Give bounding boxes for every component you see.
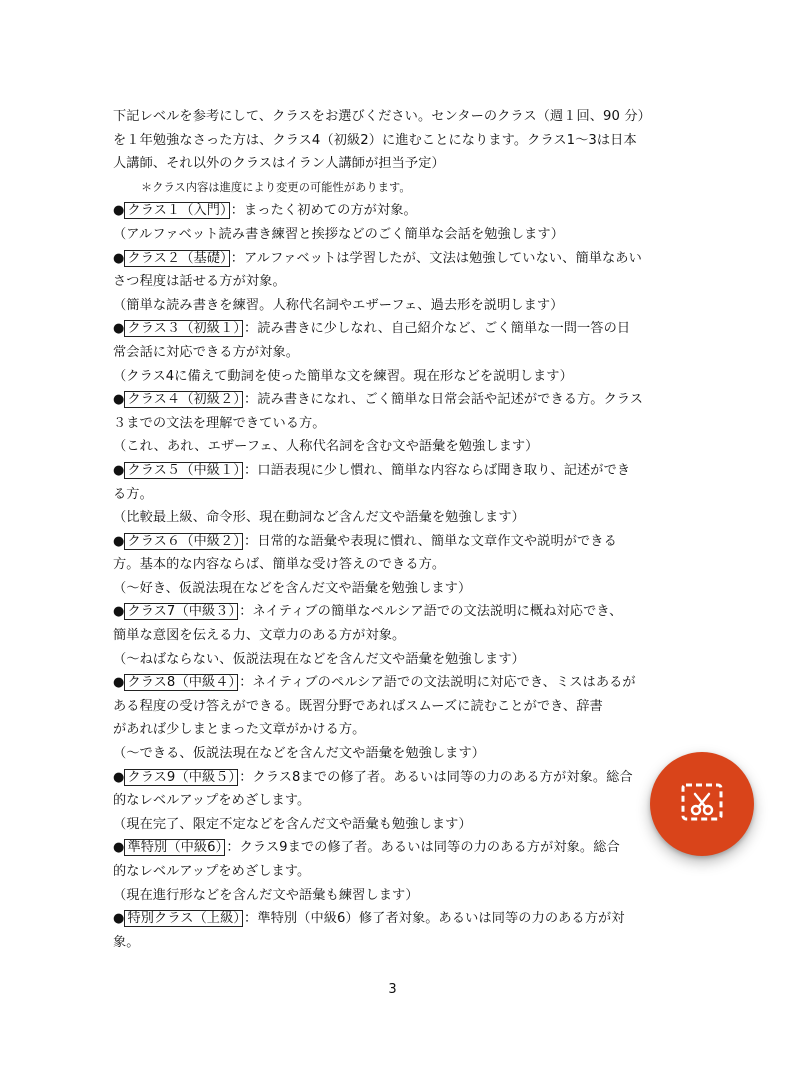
class-detail: （クラス4に備えて動詞を使った簡単な文を練習。現在形などを説明します） xyxy=(113,368,573,384)
class-name: クラス7（中級３） xyxy=(124,603,238,620)
class-detail: （現在完了、限定不定などを含んだ文や語彙も勉強します） xyxy=(113,816,472,832)
class-name: クラス１（入門） xyxy=(124,202,229,219)
class-description-continued: 方。基本的な内容ならば、簡単な受け答えのできる方。 xyxy=(113,557,446,573)
class-detail: （簡単な読み書きを練習。人称代名詞やエザーフェ、過去形を説明します） xyxy=(113,297,564,313)
document-body xyxy=(113,105,673,954)
bullet-icon: ● xyxy=(113,250,125,266)
class-description: ：読み書きに少しなれ、自己紹介など、ごく簡単な一問一答の日 xyxy=(244,321,631,337)
intro-line-3: 人講師、それ以外のクラスはイラン人講師が担当予定） xyxy=(113,156,445,172)
class-detail: （比較最上級、命令形、現在動詞など含んだ文や語彙を勉強します） xyxy=(113,510,525,526)
intro-line-1: 下記レベルを参考にして、クラスをお選びください。センターのクラス（週１回、90 分） xyxy=(113,109,651,124)
class-description: ：アルファベットは学習したが、文法は勉強していない、簡単なあい xyxy=(230,250,642,266)
class-description-continued: 象。 xyxy=(113,934,140,950)
class-description-continued: ３までの文法を理解できている方。 xyxy=(113,415,326,431)
class-description: ：読み書きになれ、ごく簡単な日常会話や記述ができる方。クラス xyxy=(244,392,644,408)
class-description: ：クラス9までの修了者。あるいは同等の力のある方が対象。総合 xyxy=(226,840,620,856)
class-detail: （〜できる、仮説法現在などを含んだ文や語彙を勉強します） xyxy=(113,746,486,762)
class-name: クラス３（初級１） xyxy=(124,320,243,337)
intro-note: ＊クラス内容は進度により変更の可能性があります。 xyxy=(141,180,411,194)
class-description-continued: ある程度の受け答えができる。既習分野であればスムーズに読むことができ、辞書 xyxy=(113,698,603,714)
bullet-icon: ● xyxy=(113,321,125,337)
class-list xyxy=(113,199,673,954)
class-entry-11 xyxy=(113,907,673,931)
class-description: ：ネイティブの簡単なペルシア語での文法説明に概ね対応でき、 xyxy=(239,604,623,620)
class-name: クラス４（初級２） xyxy=(124,391,243,408)
class-description: ：まったく初めての方が対象。 xyxy=(230,203,417,219)
class-entry-10 xyxy=(113,836,673,860)
bullet-icon: ● xyxy=(113,392,125,408)
class-detail: （現在進行形などを含んだ文や語彙も練習します） xyxy=(113,887,419,903)
class-description-continued: る方。 xyxy=(113,486,153,502)
class-entry-5 xyxy=(113,459,673,483)
class-name: クラス9（中級５） xyxy=(124,769,238,786)
bullet-icon: ● xyxy=(113,911,125,927)
class-description-continued: 的なレベルアップをめざします。 xyxy=(113,793,311,809)
class-entry-9 xyxy=(113,766,673,790)
class-description-continued: 的なレベルアップをめざします。 xyxy=(113,864,311,879)
class-detail: （アルファベット読み書き練習と挨拶などのごく簡単な会話を勉強します） xyxy=(113,226,564,242)
class-entry-3 xyxy=(113,317,673,341)
class-description: ：クラス8までの修了者。あるいは同等の力のある方が対象。総合 xyxy=(239,769,633,785)
bullet-icon: ● xyxy=(113,604,125,620)
class-entry-2 xyxy=(113,247,673,271)
class-description-continued: 簡単な意図を伝える力、文章力のある方が対象。 xyxy=(113,628,406,644)
class-entry-1 xyxy=(113,199,673,223)
bullet-icon: ● xyxy=(113,203,125,219)
class-detail: （〜好き、仮説法現在などを含んだ文や語彙を勉強します） xyxy=(113,580,472,596)
class-name: クラス６（中級２） xyxy=(124,533,243,550)
class-entry-8 xyxy=(113,671,673,695)
bullet-icon: ● xyxy=(113,840,125,856)
class-entry-6 xyxy=(113,530,673,554)
class-description: ：準特別（中級6）修了者対象。あるいは同等の力のある方が対 xyxy=(244,911,625,927)
class-name: クラス５（中級１） xyxy=(124,462,243,479)
bullet-icon: ● xyxy=(113,462,125,478)
bullet-icon: ● xyxy=(113,675,125,691)
class-name: クラス２（基礎） xyxy=(124,250,229,267)
class-description-continued: 常会話に対応できる方が対象。 xyxy=(113,344,300,360)
screenshot-scissors-icon xyxy=(677,779,727,829)
class-entry-7 xyxy=(113,600,673,624)
bullet-icon: ● xyxy=(113,533,125,549)
intro-line-2: を１年勉強なさった方は、クラス4（初級2）に進むことになります。クラス1〜3は日本 xyxy=(113,132,637,148)
class-name: クラス8（中級４） xyxy=(124,674,238,691)
class-description-continued: さつ程度は話せる方が対象。 xyxy=(113,274,286,290)
class-description: ：ネイティブのペルシア語での文法説明に対応でき、ミスはあるが xyxy=(239,675,636,691)
page-number: 3 xyxy=(388,982,397,997)
class-name: 準特別（中級6） xyxy=(124,839,225,856)
screenshot-button[interactable] xyxy=(650,752,754,856)
class-detail: （これ、あれ、エザーフェ、人称代名詞を含む文や語彙を勉強します） xyxy=(113,439,539,455)
class-entry-4 xyxy=(113,388,673,412)
class-description: ：口語表現に少し慣れ、簡単な内容ならば聞き取り、記述ができ xyxy=(244,462,631,478)
bullet-icon: ● xyxy=(113,769,125,785)
class-detail: （〜ねばならない、仮説法現在などを含んだ文や語彙を勉強します） xyxy=(113,651,525,667)
class-description-continued: があれば少しまとまった文章がかける方。 xyxy=(113,722,366,738)
class-name: 特別クラス（上級） xyxy=(124,910,243,927)
class-description: ：日常的な語彙や表現に慣れ、簡単な文章作文や説明ができる xyxy=(244,533,617,549)
